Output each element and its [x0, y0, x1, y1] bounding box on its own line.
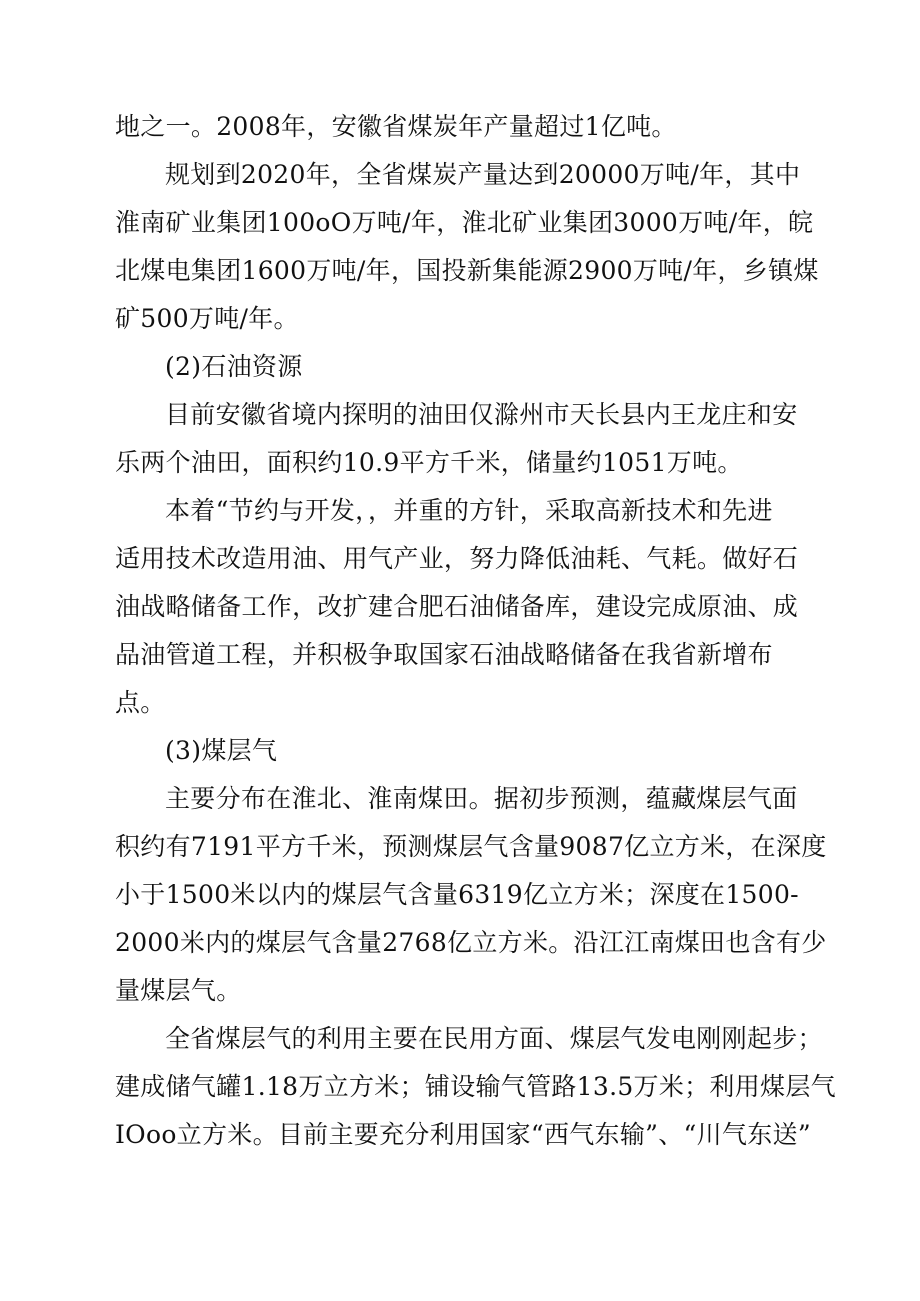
text-line: 地之一。2008年，安徽省煤炭年产量超过1亿吨。	[115, 112, 677, 141]
paragraph-first-line: 全省煤层气的利用主要在民用方面、煤层气发电刚刚起步；	[165, 1024, 823, 1053]
text-line: 适用技术改造用油、用气产业，努力降低油耗、气耗。做好石	[115, 544, 799, 573]
text-line: 品油管道工程，并积极争取国家石油战略储备在我省新增布	[115, 640, 773, 669]
paragraph-first-line: 本着“节约与开发，，并重的方针，采取高新技术和先进	[165, 496, 773, 525]
paragraph-first-line: 目前安徽省境内探明的油田仅滁州市天长县内王龙庄和安	[165, 400, 798, 429]
text-line: 淮南矿业集团100oO万吨/年，淮北矿业集团3000万吨/年，皖	[115, 208, 814, 237]
text-line: 北煤电集团1600万吨/年，国投新集能源2900万吨/年，乡镇煤	[115, 256, 819, 285]
text-line: 点。	[115, 688, 166, 717]
text-line: 油战略储备工作，改扩建合肥石油储备库，建设完成原油、成	[115, 592, 799, 621]
text-line: 小于1500米以内的煤层气含量6319亿立方米；深度在1500-	[115, 880, 799, 909]
text-line: 建成储气罐1.18万立方米；铺设输气管路13.5万米；利用煤层气	[115, 1072, 836, 1101]
text-line: 量煤层气。	[115, 976, 242, 1005]
text-line: 积约有7191平方千米，预测煤层气含量9087亿立方米，在深度	[115, 832, 827, 861]
section-heading-coalbed-methane: (3)煤层气	[165, 736, 278, 765]
text-line: IOoo立方米。目前主要充分利用国家“西气东输”、“川气东送”	[115, 1120, 811, 1149]
text-line: 2000米内的煤层气含量2768亿立方米。沿江江南煤田也含有少	[115, 928, 827, 957]
section-heading-oil: (2)石油资源	[165, 352, 303, 381]
paragraph-first-line: 规划到2020年，全省煤炭产量达到20000万吨/年，其中	[165, 160, 801, 189]
text-line: 矿500万吨/年。	[115, 304, 299, 333]
paragraph-first-line: 主要分布在淮北、淮南煤田。据初步预测，蕴藏煤层气面	[165, 784, 798, 813]
text-line: 乐两个油田，面积约10.9平方千米，储量约1051万吨。	[115, 448, 743, 477]
